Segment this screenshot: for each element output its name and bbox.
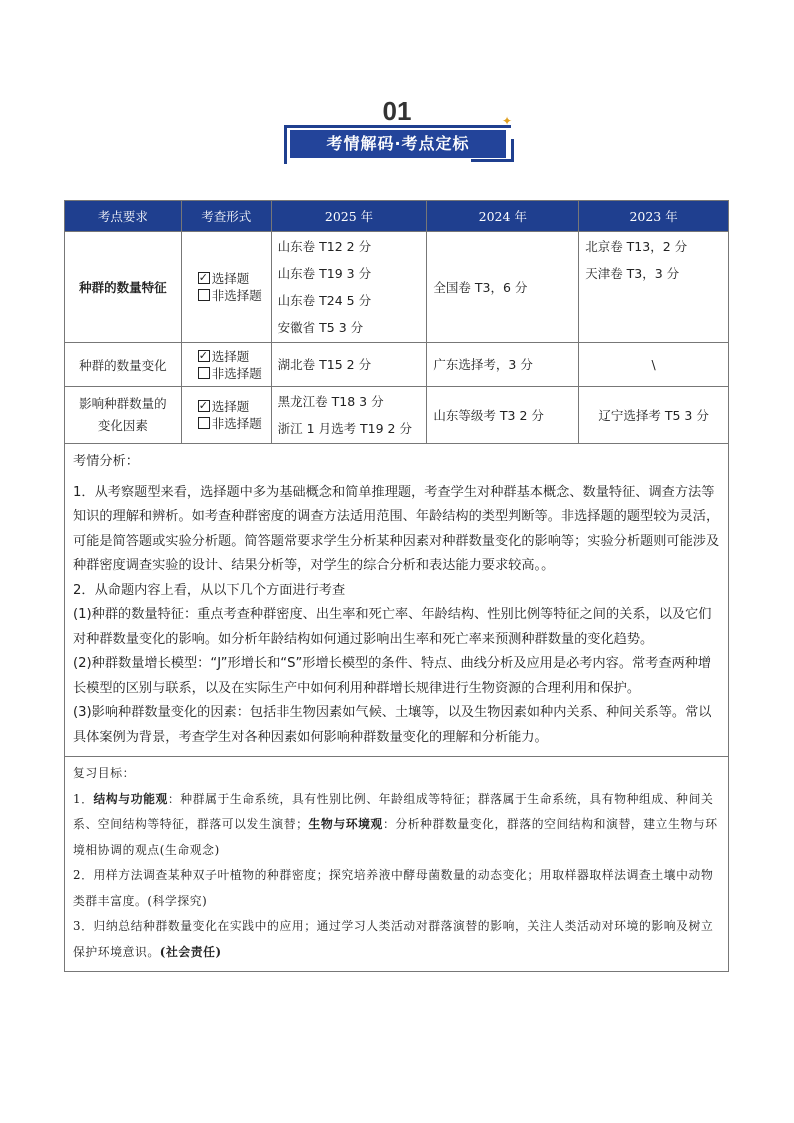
checked-box-icon (198, 350, 210, 362)
checked-box-icon (198, 400, 210, 412)
analysis-paragraph: (1)种群的数量特征：重点考查种群密度、出生率和死亡率、年龄结构、性别比例等特征之间的关系，以及它们对种群数量变化的影响。如分析年龄结构如何通过影响出生率和死亡率来预测种群数量的变化趋势。 (73, 607, 712, 647)
checked-box-icon (198, 272, 210, 284)
form-cell: ✓选择题 非选择题 (181, 343, 271, 387)
analysis-paragraph: 2．从命题内容上看，从以下几个方面进行考查 (73, 582, 346, 598)
header-cell: 考查形式 (181, 201, 271, 232)
review-item-3: 3．归纳总结种群数量变化在实践中的应用；通过学习人类活动对群落演替的影响，关注人类活动对环境的影响及树立保护环境意识。(社会责任) (73, 919, 714, 959)
table-header-row (65, 201, 729, 232)
table-row (65, 343, 729, 387)
empty-box-icon (198, 367, 210, 379)
topic-cell: 种群的数量特征 (65, 232, 182, 343)
topic-cell: 影响种群数量的 变化因素 (65, 387, 182, 444)
section-number: 01 (382, 96, 412, 126)
sparkle-icon: ✦ (501, 114, 512, 128)
year-2023-cell: 北京卷 T13，2 分 天津卷 T3，3 分 (579, 232, 729, 343)
year-2023-cell: \ (579, 343, 729, 387)
year-2024-cell: 山东等级考 T3 2 分 (427, 387, 579, 444)
topic-cell: 种群的数量变化 (65, 343, 182, 387)
header-cell: 2025 年 (271, 201, 427, 232)
form-cell: ✓选择题 非选择题 (181, 232, 271, 343)
review-row (65, 757, 729, 972)
section-banner (284, 114, 514, 162)
header-cell: 2023 年 (579, 201, 729, 232)
year-2025-cell: 湖北卷 T15 2 分 (271, 343, 427, 387)
review-item-1: 1．结构与功能观：种群属于生命系统，具有性别比例、年龄组成等特征；群落属于生命系统，具有物种组成、种间关系、空间结构等特征，群落可以发生演替；生物与环境观：分析种群数量变化，群落的空间结构和演替，建立生物与环境相协调的观点(生命观念) (73, 791, 718, 857)
year-2025-cell: 黑龙江卷 T18 3 分 浙江 1 月选考 T19 2 分 (271, 387, 427, 444)
year-2024-cell: 广东选择考，3 分 (427, 343, 579, 387)
analysis-heading: 考情分析： (73, 454, 139, 469)
empty-box-icon (198, 289, 210, 301)
exam-table (64, 200, 729, 972)
analysis-paragraph: (2)种群数量增长模型：“J”形增长和“S”形增长模型的条件、特点、曲线分析及应用是必考内容。常考查两种增长模型的区别与联系，以及在实际生产中如何利用种群增长规律进行生物资源的合理利用和保护。 (73, 656, 712, 696)
analysis-paragraph: 1．从考察题型来看，选择题中多为基础概念和简单推理题，考查学生对种群基本概念、数量特征、调查方法等知识的理解和辨析。如考查种群密度的调查方法适用范围、年龄结构的类型判断等。非选择题的题型较为灵活，可能是简答题或实验分析题。简答题常要求学生分析某种因素对种群数量变化的影响等；实验分析题则可能涉及种群密度调查实验的设计、结果分析等，对学生的综合分析和表达能力要求较高。。 (73, 484, 720, 573)
analysis-cell (65, 444, 729, 757)
banner-title: 考情解码·考点定标 (290, 130, 506, 158)
table-row (65, 232, 729, 343)
review-item-2: 2．用样方法调查某种双子叶植物的种群密度；探究培养液中酵母菌数量的动态变化；用取样器取样法调查土壤中动物类群丰富度。(科学探究) (73, 868, 714, 908)
review-heading: 复习目标： (73, 766, 135, 780)
year-2025-cell: 山东卷 T12 2 分 山东卷 T19 3 分 山东卷 T24 5 分 安徽省 T5 3 分 (271, 232, 427, 343)
year-2023-cell: 辽宁选择考 T5 3 分 (579, 387, 729, 444)
table-row (65, 387, 729, 444)
analysis-row (65, 444, 729, 757)
year-2024-cell: 全国卷 T3，6 分 (427, 232, 579, 343)
empty-box-icon (198, 417, 210, 429)
header-cell: 2024 年 (427, 201, 579, 232)
header-cell: 考点要求 (65, 201, 182, 232)
analysis-paragraph: (3)影响种群数量变化的因素：包括非生物因素如气候、土壤等，以及生物因素如种内关系、种间关系等。常以具体案例为背景，考查学生对各种因素如何影响种群数量变化的理解和分析能力。 (73, 705, 712, 745)
form-cell: ✓选择题 非选择题 (181, 387, 271, 444)
review-cell (65, 757, 729, 972)
